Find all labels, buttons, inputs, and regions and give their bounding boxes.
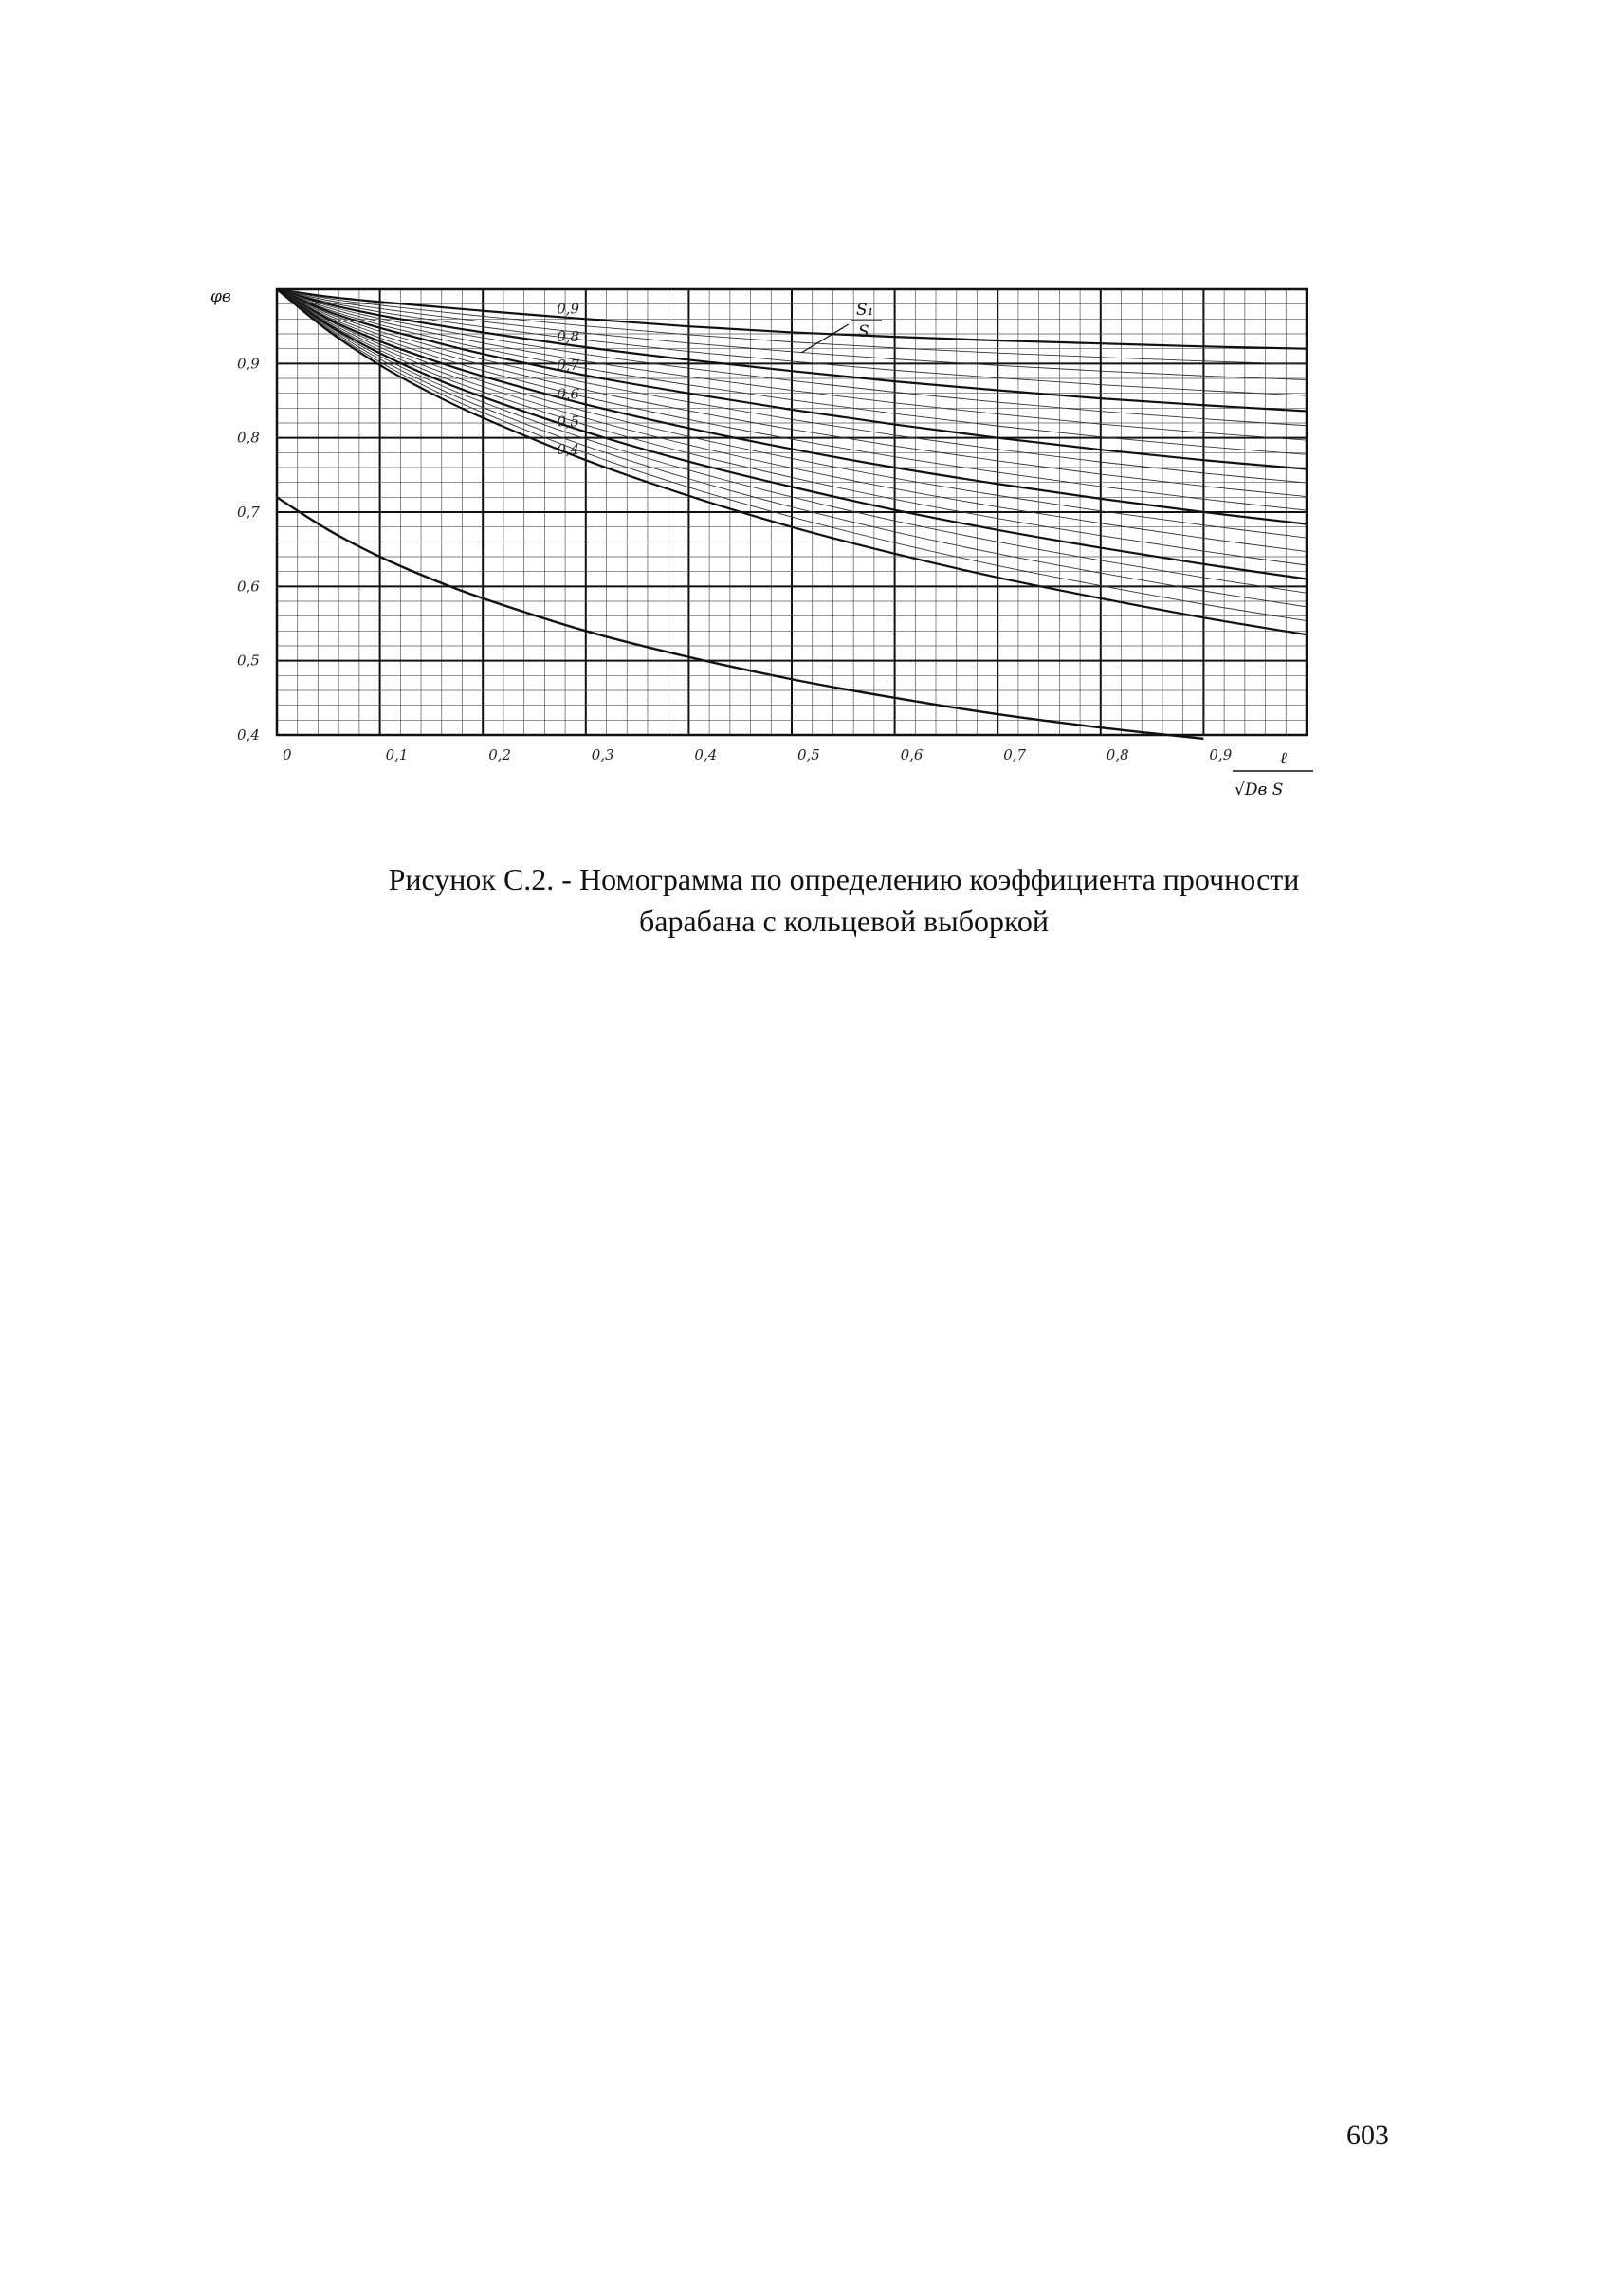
x-tick-label: 0,8 (1106, 746, 1129, 763)
caption-line-2: барабана с кольцевой выборкой (638, 904, 1050, 938)
y-tick-label: 0,4 (237, 726, 260, 744)
x-tick-label: 0,3 (591, 746, 614, 763)
chart-grid (277, 289, 1307, 735)
x-tick-label: 0,5 (797, 746, 820, 763)
x-tick-label: 0,2 (488, 746, 512, 763)
caption-line-1: Рисунок С.2. - Номограмма по определению коэффициента прочности (388, 862, 1300, 896)
series-label: 0,8 (557, 328, 580, 346)
page-number: 603 (1346, 2120, 1389, 2151)
series-label: 0,4 (557, 441, 580, 459)
y-tick-label: 0,9 (237, 355, 260, 373)
envelope-line (277, 497, 1203, 739)
svg-text:S₁: S₁ (856, 301, 874, 320)
nomogram-chart (0, 0, 1610, 854)
figure-caption (275, 858, 1413, 942)
svg-text:ℓ: ℓ (1280, 749, 1288, 768)
x-tick-label: 0,9 (1209, 746, 1233, 763)
svg-text:√Dв S: √Dв S (1235, 781, 1284, 799)
y-tick-label: 0,6 (237, 578, 260, 596)
series-label: 0,9 (557, 300, 580, 318)
y-tick-label: 0,5 (237, 652, 260, 670)
x-tick-label: 0,6 (900, 746, 924, 763)
svg-text:S: S (858, 322, 869, 341)
series-label: 0,7 (557, 356, 580, 374)
y-axis-title: φв (210, 287, 231, 306)
series-label: 0,5 (557, 413, 580, 431)
y-tick-label: 0,7 (237, 504, 260, 521)
x-axis-title (1233, 749, 1313, 799)
y-tick-label: 0,8 (237, 429, 260, 447)
x-tick-label: 0,1 (385, 746, 409, 763)
series-label: 0,6 (557, 385, 580, 403)
x-tick-label: 0 (283, 746, 292, 763)
x-tick-label: 0,4 (694, 746, 718, 763)
x-tick-label: 0,7 (1003, 746, 1027, 763)
